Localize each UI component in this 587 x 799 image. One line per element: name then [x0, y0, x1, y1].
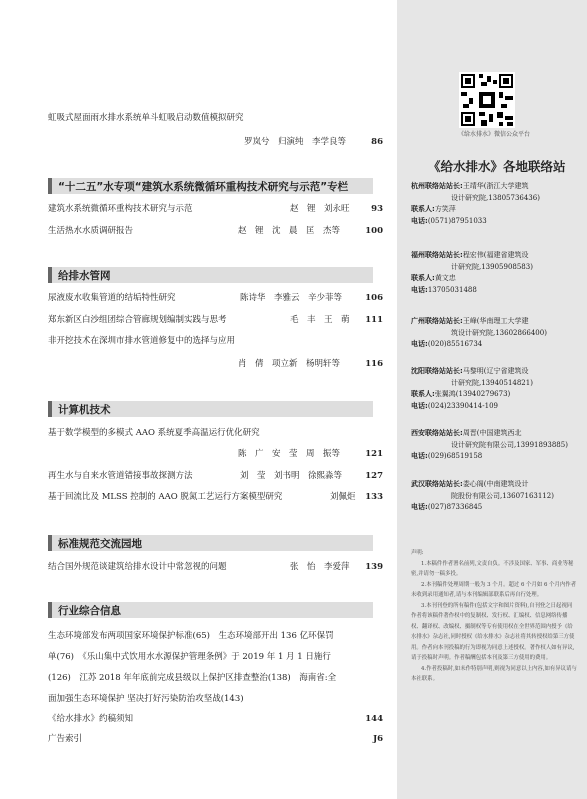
- station-head-cont: 设计研究院,13805736436): [451, 193, 540, 202]
- station-head: 娄心阁(中南建筑设计: [462, 480, 529, 488]
- footer-item-page: 144: [365, 714, 383, 724]
- article-page: 111: [365, 315, 383, 325]
- article-authors: 罗岚兮 归演纯 李学良等: [244, 137, 347, 147]
- station-block: [411, 250, 581, 296]
- industry-news: [48, 626, 386, 710]
- sidebar-title: 《给水排水》各地联络站: [428, 159, 566, 174]
- station-contact: 方笑萍: [434, 205, 456, 213]
- station-head-cont: 院股份有限公司,13607163112): [451, 491, 554, 500]
- station-head: 程宏伟(福建省建筑设: [462, 251, 529, 259]
- station-label: 广州联络站站长:: [411, 317, 463, 325]
- contact-label: 联系人:: [411, 274, 435, 282]
- footer-item-page: J6: [373, 734, 383, 744]
- article-page: 93: [371, 204, 383, 214]
- article-authors: 陈 广 安 莹 周 振等: [238, 449, 341, 459]
- station-head-cont: 计研究院,13940514821): [451, 378, 533, 387]
- section-title: 给排水管网: [58, 270, 111, 282]
- article-title[interactable]: 非开挖技术在深圳市排水管道修复中的选择与应用: [48, 336, 236, 346]
- article-page: 127: [365, 471, 383, 481]
- station-head-cont: 设计研究院有限公司,13991893885): [451, 440, 568, 449]
- station-label: 西安联络站站长:: [411, 429, 463, 437]
- phone-label: 电话:: [411, 216, 428, 225]
- article-page: 106: [365, 293, 383, 303]
- notice-item: 1.本稿件作者署名前列,文责自负。不涉及国家、军事、商业等秘密,并请勿一稿多投。: [411, 560, 574, 577]
- section-title: 标准规范交流园地: [58, 538, 142, 550]
- section-header: [48, 602, 373, 618]
- article-title[interactable]: 再生水与自来水管道错接事故探测方法: [48, 471, 193, 481]
- station-label: 福州联络站站长:: [411, 251, 463, 259]
- phone-label: 电话:: [411, 340, 428, 348]
- industry-line: 面加强生态环境保护 坚决打好污染防治攻坚战(143): [48, 694, 244, 704]
- section-header: [48, 267, 373, 283]
- notice-block: [411, 548, 577, 685]
- article-title[interactable]: 基于数学模型的多模式 AAO 系统夏季高温运行优化研究: [48, 428, 260, 438]
- station-block: [411, 316, 581, 351]
- section-title: 行业综合信息: [58, 605, 121, 617]
- article-authors: 肖 倩 项立新 杨明轩等: [238, 359, 341, 369]
- station-block: [411, 428, 581, 463]
- station-phone: (027)87336845: [427, 503, 483, 511]
- station-phone: (0571)87951033: [427, 216, 487, 225]
- article-page: 133: [365, 492, 383, 502]
- phone-label: 电话:: [411, 401, 428, 410]
- section-header: [48, 178, 373, 194]
- article-authors: 张 怡 李爱萍: [290, 562, 350, 572]
- industry-line: 单(76) 《乐山集中式饮用水水源保护管理条例》于 2019 年 1 月 1 日施行: [48, 652, 331, 662]
- article-title[interactable]: 虹吸式屋面雨水排水系统单斗虹吸启动数值模拟研究: [48, 113, 244, 123]
- article-page: 100: [365, 226, 383, 236]
- station-head-cont: 计研究院,13905908583): [451, 262, 533, 271]
- notice-item: 3.本刊刊登的所有稿件(包括文字和图片资料),自刊登之日起视同作者将该稿件著作权中的复制权、发行权、汇编权、信息网络传播权、翻译权、改编权、摄制权等专有使用权在全世界范围内授予《给水排水》杂志社,同时授权《给水排水》杂志社将其转授权给第三方使用。作者向本刊投稿的行为即视为同意上述授权。著作权人如有异议,请于投稿时声明。作者稿酬包括本刊及第三方使用的费用。: [411, 602, 575, 661]
- article-authors: 赵 锂 沈 晨 匡 杰等: [238, 226, 341, 236]
- station-phone: (024)23390414-109: [427, 401, 498, 410]
- phone-label: 电话:: [411, 285, 428, 294]
- station-phone: (029)68519158: [427, 452, 483, 460]
- contact-label: 联系人:: [411, 205, 435, 213]
- article-title[interactable]: 建筑水系统微循环重构技术研究与示范: [48, 204, 193, 214]
- industry-line: (126) 江苏 2018 年年底前完成县级以上保护区排查整治(138) 海南省:全: [48, 673, 337, 683]
- station-block: [411, 479, 581, 514]
- section-title: “十二五”水专项“建筑水系统微循环重构技术研究与示范”专栏: [58, 181, 349, 193]
- article-page: 139: [365, 562, 383, 572]
- station-label: 杭州联络站站长:: [411, 182, 463, 190]
- notice-title: 声明:: [411, 550, 424, 556]
- article-title[interactable]: 基于回流比及 MLSS 控制的 AAO 脱氮工艺运行方案模型研究: [48, 492, 283, 502]
- industry-line: 生态环境部发布两项国家环境保护标准(65) 生态环境部开出 136 亿环保罚: [48, 631, 334, 641]
- qr-caption: 《给水排水》微信公众平台: [457, 131, 530, 138]
- station-label: 武汉联络站站长:: [411, 480, 463, 488]
- article-title[interactable]: 郑东新区白沙组团综合管廊规划编制实践与思考: [48, 315, 227, 325]
- footer-item-title[interactable]: 广告索引: [48, 734, 83, 744]
- station-head: 马黎明(辽宁省建筑设: [462, 367, 529, 375]
- footer-item-title[interactable]: 《给水排水》约稿须知: [48, 714, 134, 724]
- notice-item: 2.本刊稿件处理周期一般为 3 个月。超过 6 个月如 6 个月内作者未收到录用通知者,请与本刊编辑部联系后再自行处理。: [411, 581, 577, 598]
- article-page: 116: [365, 359, 383, 369]
- station-block: [411, 181, 581, 227]
- section-header: [48, 401, 373, 417]
- station-head: 周晋(中国建筑西北: [462, 429, 522, 437]
- notice-item: 4.作者投稿时,如未作特别声明,则视为同意以上内容,如有异议请与本社联系。: [411, 665, 577, 682]
- article-page: 121: [365, 449, 383, 459]
- contact-label: 联系人:: [411, 390, 435, 398]
- station-contact: 张翼鸿(13940279673): [434, 390, 511, 398]
- article-page: 86: [371, 137, 383, 147]
- phone-label: 电话:: [411, 452, 428, 460]
- station-label: 沈阳联络站站长:: [411, 367, 463, 375]
- article-authors: 赵 锂 刘永旺: [290, 204, 350, 214]
- article-title[interactable]: 生活热水水质调研报告: [48, 226, 134, 236]
- article-authors: 陈诗华 李雅云 辛少菲等: [240, 293, 343, 303]
- qr-code-icon[interactable]: [459, 72, 515, 128]
- station-head-cont: 筑设计研究院,13602866400): [451, 328, 547, 337]
- station-block: [411, 366, 581, 412]
- station-contact: 黄文忠: [434, 274, 456, 282]
- station-phone: 13705031488: [427, 285, 477, 294]
- station-phone: (020)85516734: [427, 340, 483, 348]
- station-head: 王靖华(浙江大学建筑: [462, 182, 529, 190]
- article-authors: 刘佩炬: [330, 492, 356, 502]
- section-title: 计算机技术: [58, 404, 111, 416]
- phone-label: 电话:: [411, 503, 428, 511]
- article-title[interactable]: 结合国外规范谈建筑给排水设计中常忽视的问题: [48, 562, 227, 572]
- station-head: 王峰(华南理工大学建: [462, 317, 529, 325]
- section-header: [48, 535, 373, 551]
- article-authors: 毛 丰 王 萌: [290, 315, 350, 325]
- article-authors: 刘 莹 刘书明 徐熙淼等: [240, 471, 343, 481]
- article-title[interactable]: 尿液废水收集管道的结垢特性研究: [48, 293, 176, 303]
